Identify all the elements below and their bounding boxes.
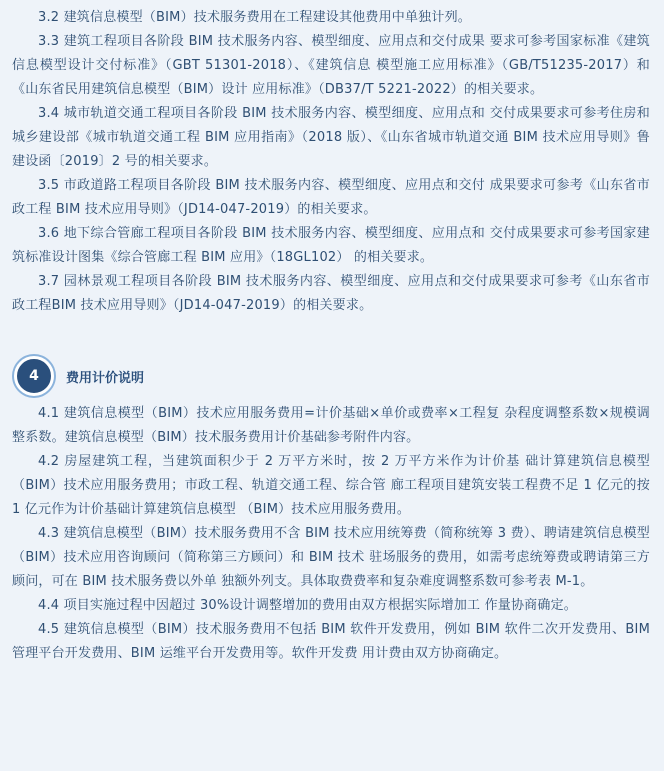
paragraph-4-4: 4.4 项目实施过程中因超过 30%设计调整增加的费用由双方根据实际增加工 作量协商确定。 (38, 598, 577, 613)
section-number-badge: 4 (14, 356, 54, 396)
paragraph-3-7: 3.7 园林景观工程项目各阶段 BIM 技术服务内容、模型细度、应用点和交付成果要求可参考《山东省市政工程BIM 技术应用导则》（JD14-047-2019）的相关要求。 (12, 274, 650, 313)
paragraph-3-5: 3.5 市政道路工程项目各阶段 BIM 技术服务内容、模型细度、应用点和交付 成果要求可参考《山东省市政工程 BIM 技术应用导则》（JD14-047-2019）的相关要求。 (12, 178, 650, 217)
paragraph-4-1: 4.1 建筑信息模型（BIM）技术应用服务费用=计价基础×单价或费率×工程复 杂程度调整系数×规模调整系数。建筑信息模型（BIM）技术服务费用计价基础参考附件内容。 (12, 406, 650, 445)
paragraph-3-6: 3.6 地下综合管廊工程项目各阶段 BIM 技术服务内容、模型细度、应用点和 交付成果要求可参考国家建筑标准设计图集《综合管廊工程 BIM 应用》（18GL102） 的相关要求。 (12, 226, 650, 265)
section-4-paragraphs (0, 402, 664, 666)
section-title: 费用计价说明 (66, 370, 145, 386)
paragraph-3-2: 3.2 建筑信息模型（BIM）技术服务费用在工程建设其他费用中单独计列。 (38, 10, 471, 25)
paragraph-4-3: 4.3 建筑信息模型（BIM）技术服务费用不含 BIM 技术应用统筹费（简称统筹 3 费）、聘请建筑信息模型（BIM）技术应用咨询顾问（简称第三方顾问）和 BIM 技术 驻场服务的费用，如需考虑统筹费或聘请第三方顾问，可在 BIM 技术服务费以外单 独额外列支。具体取费费率和复杂难度调整系数可参考表 M-1。 (12, 526, 650, 589)
paragraph-4-5: 4.5 建筑信息模型（BIM）技术服务费用不包括 BIM 软件开发费用，例如 BIM 软件二次开发费用、BIM 管理平台开发费用、BIM 运维平台开发费用等。软件开发费 用计费由双方协商确定。 (12, 622, 650, 661)
section-4-header (14, 356, 314, 396)
paragraph-4-2: 4.2 房屋建筑工程，当建筑面积少于 2 万平方米时，按 2 万平方米作为计价基 础计算建筑信息模型（BIM）技术应用服务费用；市政工程、轨道交通工程、综合管 廊工程项目建筑安装工程费不足 1 亿元的按 1 亿元作为计价基础计算建筑信息模型 （BIM）技术应用服务费用。 (12, 454, 650, 517)
section-3-paragraphs (0, 6, 664, 318)
paragraph-3-3: 3.3 建筑工程项目各阶段 BIM 技术服务内容、模型细度、应用点和交付成果 要求可参考国家标准《建筑信息模型设计交付标准》（GBT 51301-2018）、《建筑信息 模型施工应用标准》（GB/T51235-2017）和《山东省民用建筑信息模型（BIM）设计 应用标准》（DB37/T 5221-2022）的相关要求。 (12, 34, 650, 97)
paragraph-3-4: 3.4 城市轨道交通工程项目各阶段 BIM 技术服务内容、模型细度、应用点和 交付成果要求可参考住房和城乡建设部《城市轨道交通工程 BIM 应用指南》（2018 版）、《山东省城市轨道交通 BIM 技术应用导则》鲁建设函〔2019〕2 号的相关要求。 (12, 106, 650, 169)
